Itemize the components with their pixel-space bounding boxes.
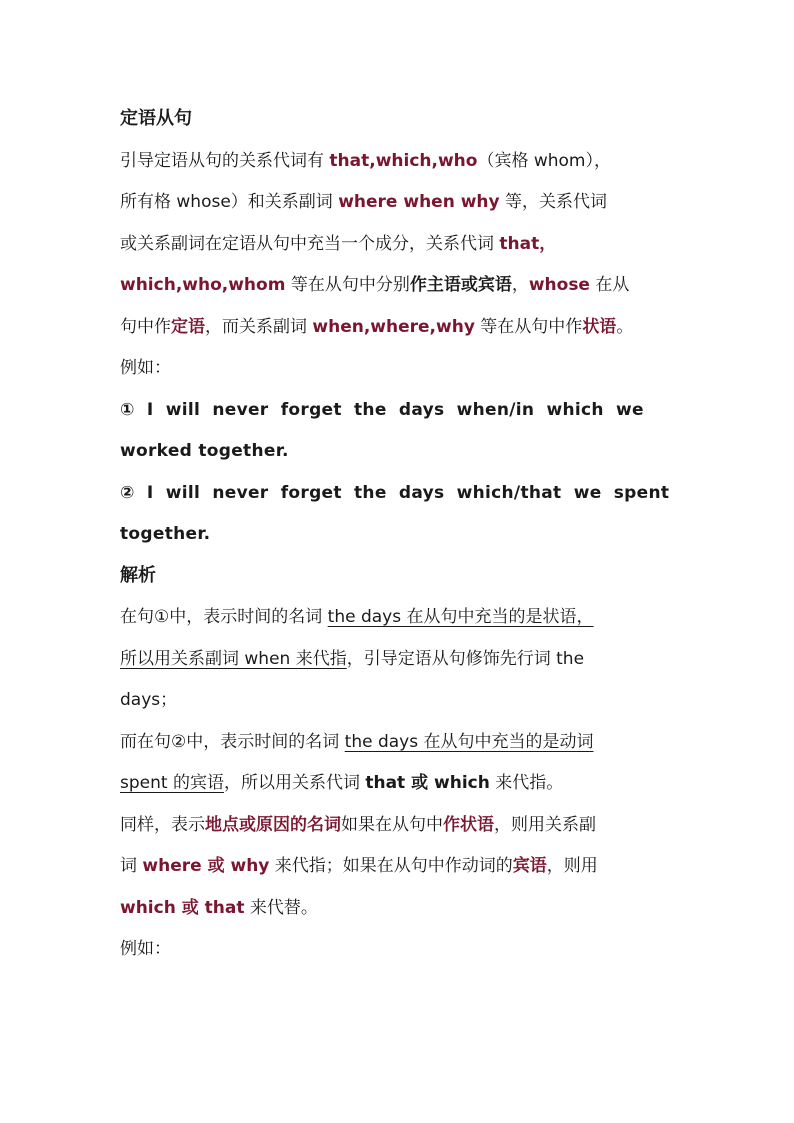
intro-line-3 xyxy=(120,229,680,271)
text: 等，关系代词 xyxy=(499,192,608,212)
text: 引导定语从句的关系代词有 xyxy=(120,150,330,171)
highlight-text: where 或 why xyxy=(142,856,270,876)
text: 在从 xyxy=(589,275,630,295)
document-page xyxy=(120,104,680,976)
highlight-text: when,where,why xyxy=(312,316,475,337)
text: 等在从句中作 xyxy=(474,316,583,337)
underlined-text: the days 在从句中充当的是状语， xyxy=(327,607,594,627)
text: 词 xyxy=(120,856,143,876)
analysis-line-6 xyxy=(120,810,680,852)
text: ，则用关系副 xyxy=(494,814,596,835)
analysis-line-8 xyxy=(120,893,680,935)
text: 句中作 xyxy=(120,316,171,337)
text: 等在从句中分别 xyxy=(285,275,410,295)
highlight-text: that,which,who xyxy=(329,150,478,171)
highlight-text: which,who,whom xyxy=(120,275,286,295)
text: ，则用 xyxy=(546,856,598,876)
example-1-line-1: ① I will never forget the days when/in which we xyxy=(120,399,644,420)
intro-line-5 xyxy=(120,312,680,354)
analysis-line-3: days； xyxy=(120,690,178,710)
text: ，引导定语从句修饰先行词 the xyxy=(346,648,585,669)
text: 来代替。 xyxy=(244,897,318,918)
text: 在句①中，表示时间的名词 xyxy=(120,607,328,627)
highlight-text: where when why xyxy=(338,192,500,212)
text: 来代指；如果在从句中作动词的 xyxy=(269,856,513,876)
intro-line-4 xyxy=(120,270,680,312)
text: 来代指。 xyxy=(489,773,564,793)
highlight-text: 作状语 xyxy=(443,814,494,835)
highlight-text: 地点或原因的名词 xyxy=(205,814,341,835)
example-2-line-1: ② I will never forget the days which/that we spent xyxy=(120,482,670,503)
analysis-line-7 xyxy=(120,851,680,893)
highlight-text: which 或 that xyxy=(120,897,245,918)
highlight-text: whose xyxy=(528,275,590,295)
text: 所有格 whose）和关系副词 xyxy=(120,192,339,212)
example-label: 例如： xyxy=(120,358,171,378)
text: 而在句②中，表示时间的名词 xyxy=(120,731,345,752)
text: （宾格 whom）， xyxy=(477,150,611,171)
underlined-text: the days 在从句中充当的是动词 xyxy=(344,731,594,752)
bold-text: that 或 which xyxy=(365,773,490,793)
analysis-line-5 xyxy=(120,768,680,810)
example-label-2: 例如： xyxy=(120,939,171,959)
analysis-line-1 xyxy=(120,602,680,644)
text: ，所以用关系代词 xyxy=(223,773,366,793)
analysis-line-2 xyxy=(120,644,680,686)
underlined-text: spent 的宾语 xyxy=(120,773,224,793)
example-2-line-2: together. xyxy=(120,524,211,544)
text: 如果在从句中 xyxy=(341,814,443,835)
text: ，而关系副词 xyxy=(205,316,313,337)
analysis-line-4 xyxy=(120,727,680,769)
intro-line-1 xyxy=(120,146,680,188)
section-title: 定语从句 xyxy=(120,108,192,129)
text: ， xyxy=(511,275,529,295)
highlight-text: that， xyxy=(499,233,557,254)
bold-text: 作主语或宾语 xyxy=(409,275,512,295)
highlight-text: 定语 xyxy=(171,316,205,337)
intro-line-2 xyxy=(120,187,680,229)
text: 或关系副词在定语从句中充当一个成分，关系代词 xyxy=(120,233,500,254)
highlight-text: 宾语 xyxy=(512,856,547,876)
analysis-title: 解析 xyxy=(120,564,156,586)
text: 同样，表示 xyxy=(120,814,205,835)
example-1-line-2: worked together. xyxy=(120,441,289,461)
highlight-text: 状语 xyxy=(582,316,617,337)
underlined-text: 所以用关系副词 when 来代指 xyxy=(120,648,347,669)
text: 。 xyxy=(616,316,634,337)
